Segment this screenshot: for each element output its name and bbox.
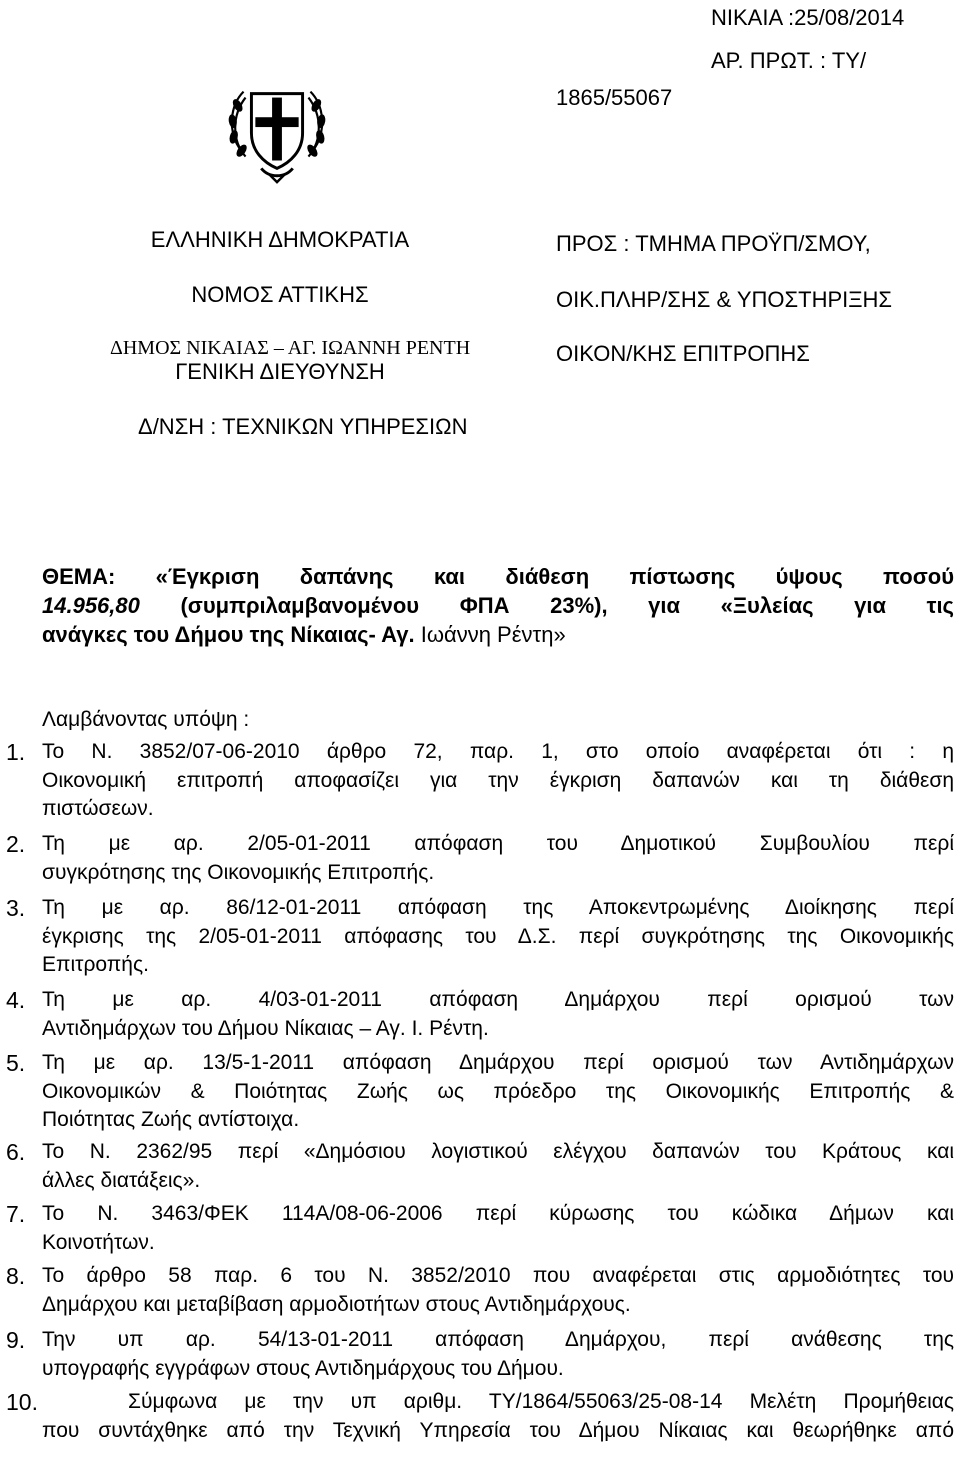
subject-block bbox=[42, 562, 954, 649]
protocol-number: 1865/55067 bbox=[556, 85, 673, 110]
item-number: 8. bbox=[6, 1263, 26, 1289]
subject-line-1: ΘΕΜΑ: «Έγκριση δαπάνης και διάθεση πίστωσης ύψους ποσού bbox=[42, 564, 954, 589]
sender-municipality: ΔΗΜΟΣ ΝΙΚΑΙΑΣ – ΑΓ. ΙΩΑΝΝΗ ΡΕΝΤΗ bbox=[110, 337, 471, 359]
item-line: Τη με αρ. 2/05-01-2011 απόφαση του Δημοτικού Συμβουλίου περί bbox=[42, 832, 954, 855]
item-line: Το Ν. 2362/95 περί «Δημόσιου λογιστικού ελέγχου δαπανών του Κράτους και bbox=[42, 1140, 954, 1163]
recipient-line-1: ΠΡΟΣ : ΤΜΗΜΑ ΠΡΟΫΠ/ΣΜΟΥ, bbox=[556, 231, 871, 256]
item-number: 2. bbox=[6, 831, 26, 857]
subject-line-3-tail: Ιωάννη Ρέντη» bbox=[420, 622, 566, 647]
protocol-label: ΑΡ. ΠΡΩΤ. : ΤΥ/ bbox=[711, 48, 867, 73]
item-number: 4. bbox=[6, 987, 26, 1013]
subject-line-2 bbox=[42, 591, 954, 620]
item-line: Οικονομικών & Ποιότητας Ζωής ως πρόεδρο της Οικονομικής Επιτροπής & bbox=[42, 1079, 954, 1103]
subject-amount: 14.956,80 bbox=[42, 593, 140, 618]
item-number: 6. bbox=[6, 1139, 26, 1165]
item-line: που συντάχθηκε από την Τεχνική Υπηρεσία του Δήμου Νίκαιας και θεωρήθηκε από bbox=[42, 1418, 954, 1442]
item-line: Την υπ αρ. 54/13-01-2011 απόφαση Δημάρχου, περί ανάθεσης της bbox=[42, 1328, 954, 1351]
item-line: Επιτροπής. bbox=[42, 953, 149, 976]
item-number: 3. bbox=[6, 895, 26, 921]
item-number: 1. bbox=[6, 739, 26, 765]
item-line: Σύμφωνα με την υπ αριθμ. ΤΥ/1864/55063/25-08-14 Μελέτη Προμήθειας bbox=[128, 1390, 954, 1413]
sender-prefecture: ΝΟΜΟΣ ΑΤΤΙΚΗΣ bbox=[191, 282, 369, 307]
item-line: έγκρισης της 2/05-01-2011 απόφασης του Δ.Σ. περί συγκρότησης της Οικονομικής bbox=[42, 924, 954, 948]
item-line: υπογραφής εγγράφων στους Αντιδημάρχους του Δήμου. bbox=[42, 1356, 564, 1380]
item-line: συγκρότησης της Οικονομικής Επιτροπής. bbox=[42, 860, 435, 884]
item-line: Ποιότητας Ζωής αντίστοιχα. bbox=[42, 1108, 300, 1131]
subject-line-3-head: ανάγκες του Δήμου της Νίκαιας- Αγ. bbox=[42, 622, 421, 647]
item-number: 10. bbox=[6, 1389, 38, 1415]
item-number: 9. bbox=[6, 1327, 26, 1353]
item-line: πιστώσεων. bbox=[42, 797, 154, 820]
item-line: Δημάρχου και μεταβίβαση αρμοδιοτήτων στους Αντιδημάρχους. bbox=[42, 1292, 631, 1316]
item-line: Αντιδημάρχων του Δήμου Νίκαιας – Αγ. Ι. Ρέντη. bbox=[42, 1016, 489, 1040]
item-line: Τη με αρ. 13/5-1-2011 απόφαση Δημάρχου περί ορισμού των Αντιδημάρχων bbox=[42, 1051, 954, 1074]
item-line: Το άρθρο 58 παρ. 6 του Ν. 3852/2010 που αναφέρεται στις αρμοδιότητες του bbox=[42, 1264, 954, 1287]
recipient-line-3: ΟΙΚΟΝ/ΚΗΣ ΕΠΙΤΡΟΠΗΣ bbox=[556, 341, 810, 366]
item-line: Τη με αρ. 4/03-01-2011 απόφαση Δημάρχου περί ορισμού των bbox=[42, 988, 954, 1011]
sender-country: ΕΛΛΗΝΙΚΗ ΔΗΜΟΚΡΑΤΙΑ bbox=[150, 227, 410, 252]
item-line: Το Ν. 3852/07-06-2010 άρθρο 72, παρ. 1, στο οποίο αναφέρεται ότι : η bbox=[42, 740, 954, 763]
subject-line-3 bbox=[42, 620, 954, 649]
subject-line-2-rest: (συμπριλαμβανομένου ΦΠΑ 23%), για «Ξυλείας για τις bbox=[139, 593, 954, 618]
sender-directorate: ΓΕΝΙΚΗ ΔΙΕΥΘΥΝΣΗ bbox=[175, 359, 385, 384]
item-line: άλλες διατάξεις». bbox=[42, 1168, 201, 1192]
item-number: 7. bbox=[6, 1201, 26, 1227]
considering-heading: Λαμβάνοντας υπόψη : bbox=[42, 708, 250, 731]
sender-department: Δ/ΝΣΗ : ΤΕΧΝΙΚΩΝ ΥΠΗΡΕΣΙΩΝ bbox=[138, 414, 468, 439]
item-line: Το Ν. 3463/ΦΕΚ 114Α/08-06-2006 περί κύρωσης του κώδικα Δήμων και bbox=[42, 1202, 954, 1225]
coat-of-arms-emblem bbox=[218, 72, 336, 190]
item-number: 5. bbox=[6, 1050, 26, 1076]
recipient-line-2: ΟΙΚ.ΠΛΗΡ/ΣΗΣ & ΥΠΟΣΤΗΡΙΞΗΣ bbox=[556, 287, 893, 312]
item-line: Κοινοτήτων. bbox=[42, 1230, 155, 1254]
document-date: ΝΙΚΑΙΑ :25/08/2014 bbox=[711, 5, 905, 30]
item-line: Οικονομική επιτροπή αποφασίζει για την έγκριση δαπανών και τη διάθεση bbox=[42, 768, 954, 792]
item-line: Τη με αρ. 86/12-01-2011 απόφαση της Αποκεντρωμένης Διοίκησης περί bbox=[42, 896, 954, 919]
